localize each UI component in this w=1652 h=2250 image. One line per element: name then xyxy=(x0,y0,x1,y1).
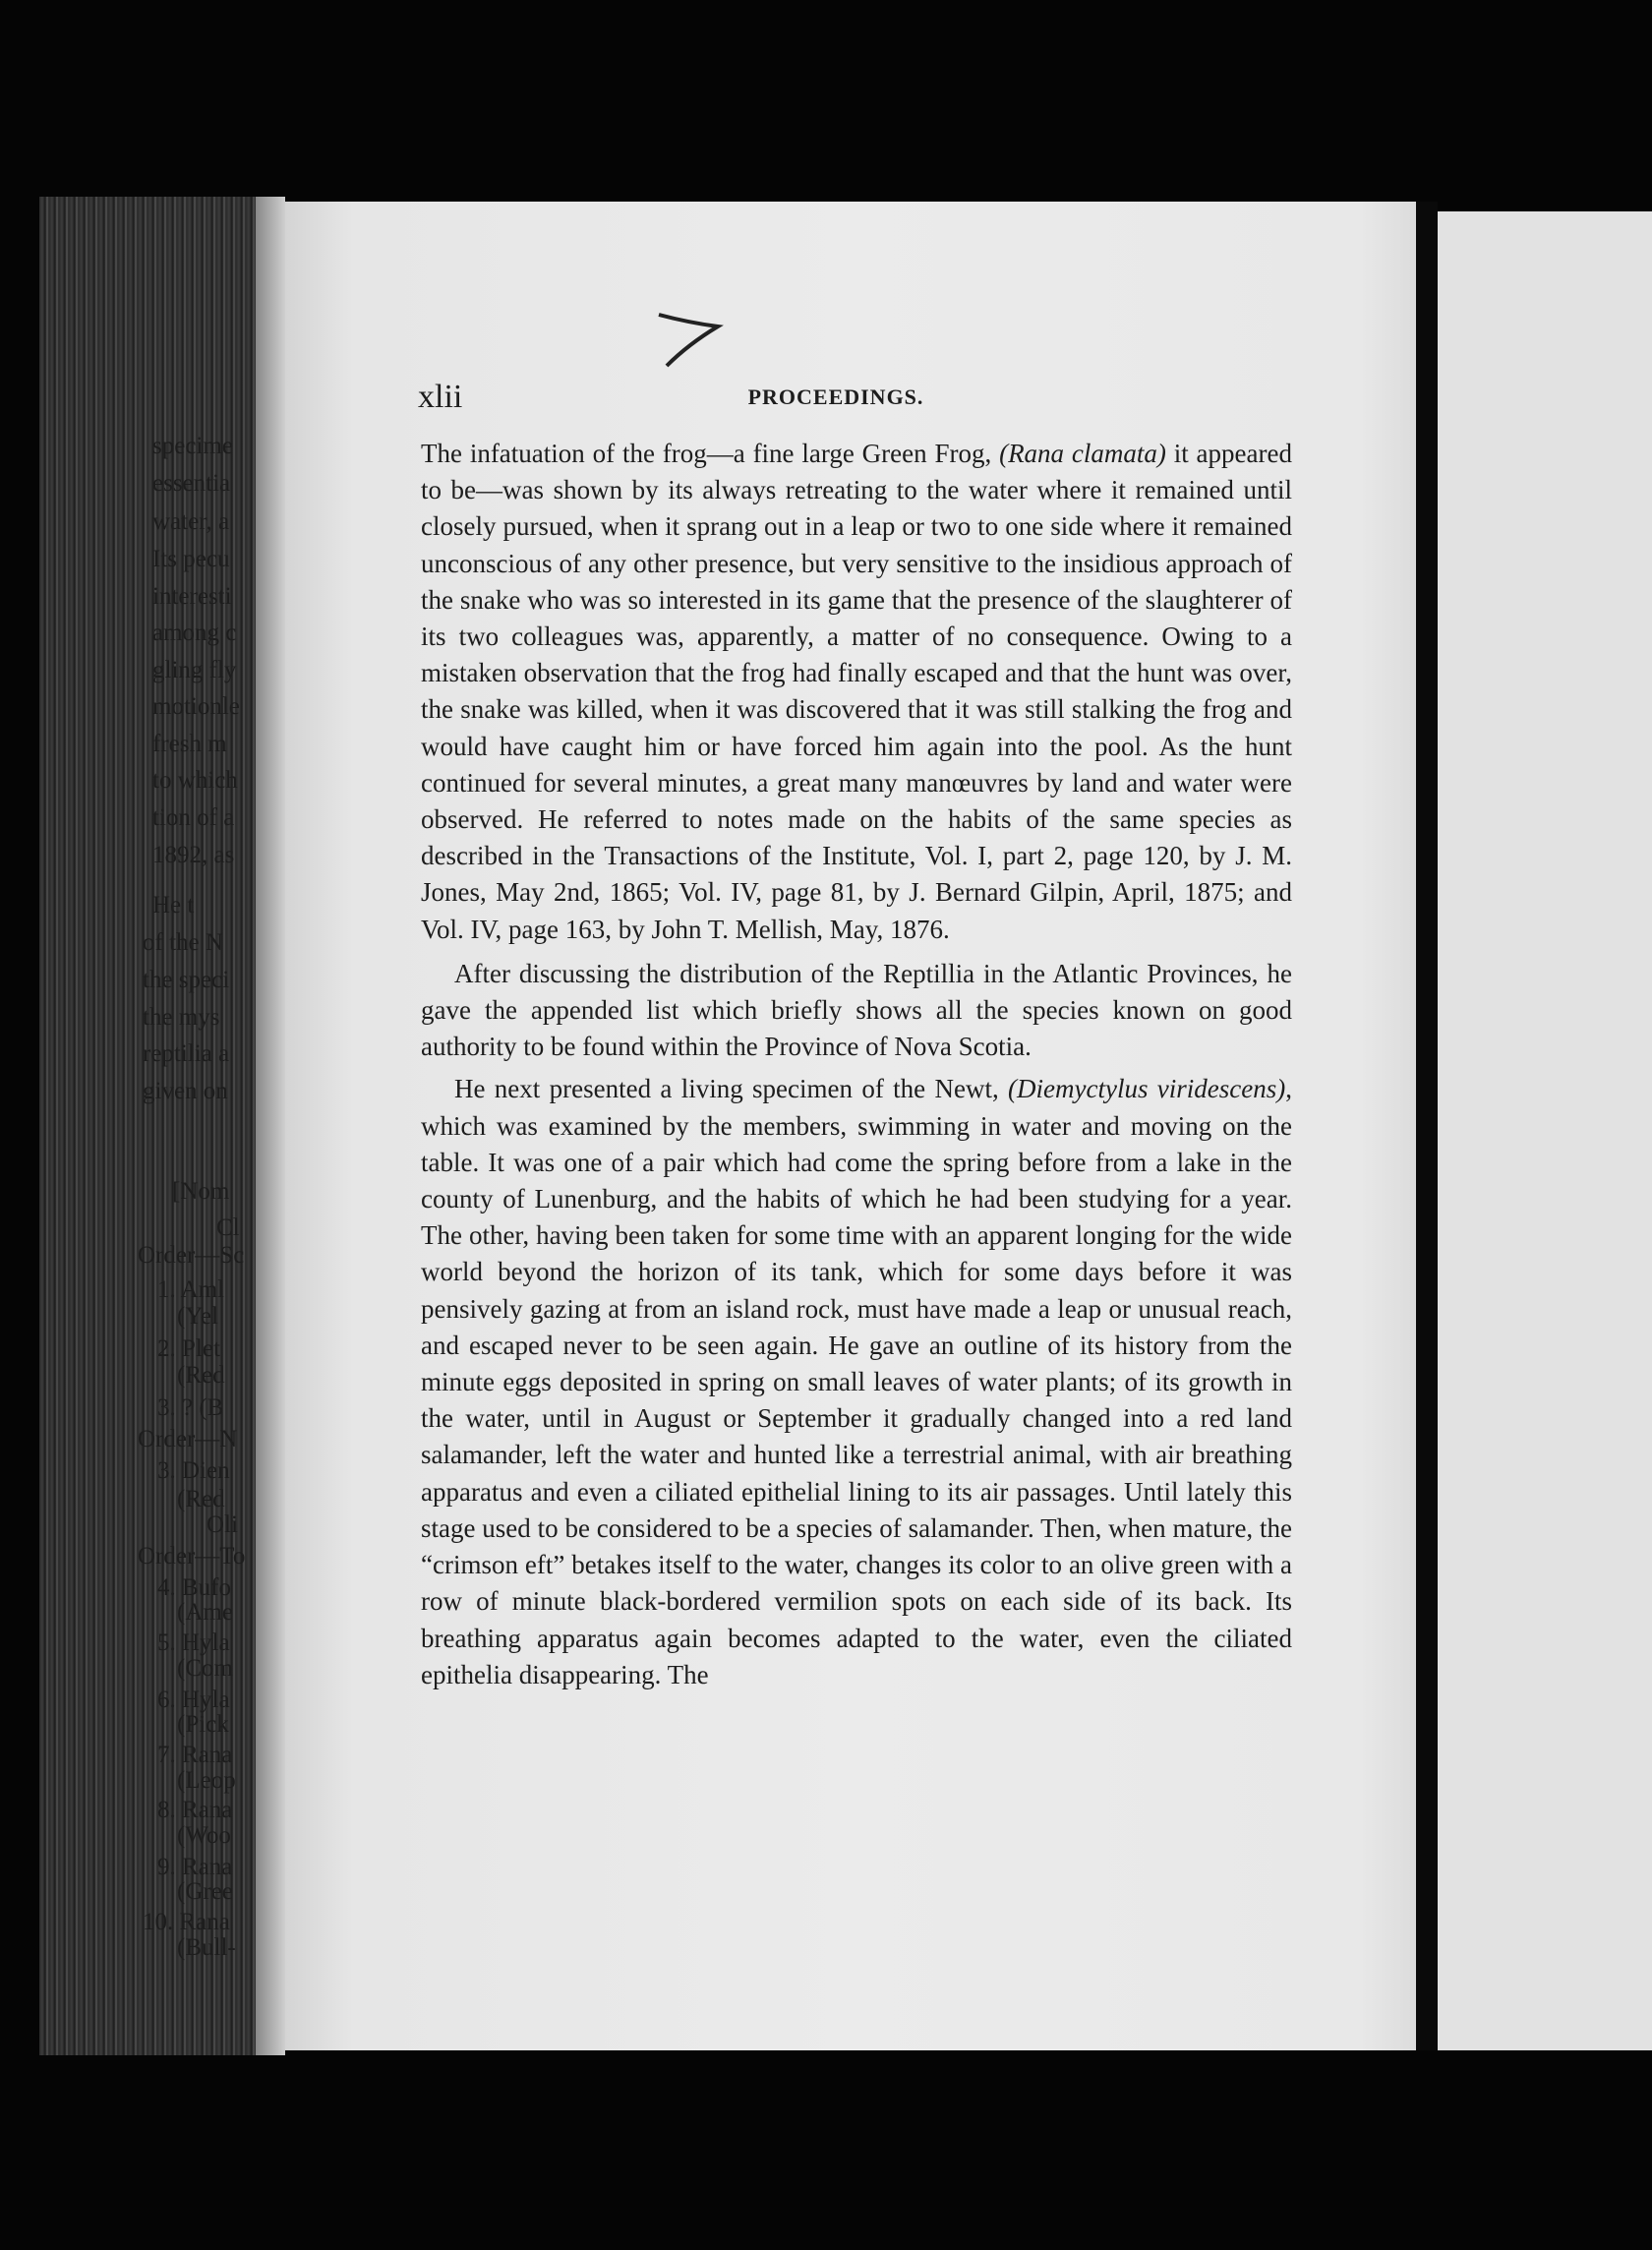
right-page-line: fresh m xyxy=(152,731,227,757)
right-page-line: Cl xyxy=(216,1214,240,1241)
right-page-line: (Com xyxy=(177,1655,233,1682)
right-page-line: tion of a xyxy=(152,804,235,831)
right-page-line: 5. Hyla xyxy=(157,1629,230,1656)
page-header xyxy=(418,379,1254,418)
right-page-line: given on xyxy=(143,1078,228,1104)
right-page-line: 4. Bufo xyxy=(157,1574,231,1601)
right-page-line: 9. Rana xyxy=(157,1854,233,1880)
right-page-line: (Gree xyxy=(177,1878,233,1905)
right-page-line: (Red xyxy=(177,1362,225,1389)
right-page-line: Order—To xyxy=(138,1543,246,1569)
right-page-line: 2. Plet xyxy=(157,1335,220,1362)
right-page-line: (Red xyxy=(177,1486,225,1512)
right-page-line: Order—N xyxy=(138,1426,238,1452)
right-page-line: among c xyxy=(152,620,237,646)
right-page-line: (Pick xyxy=(177,1711,229,1738)
book-gutter xyxy=(1416,202,1438,2050)
right-page-line: 7. Rana xyxy=(157,1742,233,1768)
right-page-line: (Ame xyxy=(177,1599,233,1626)
right-page-line: motionle xyxy=(152,693,240,720)
right-page-line: 1892, as xyxy=(152,842,235,868)
right-page-line: 3. Dien xyxy=(157,1457,230,1484)
right-page-line: (Yel xyxy=(177,1303,218,1330)
right-page-line: He t xyxy=(152,892,195,918)
right-page-line: reptilia a xyxy=(143,1040,230,1067)
left-page xyxy=(285,202,1416,2050)
right-page-line: Its pecu xyxy=(152,546,230,572)
right-page-line: 3. ? (B xyxy=(157,1394,224,1421)
right-page-line: 8. Rana xyxy=(157,1797,233,1823)
paragraph-newt: He next presented a living specimen of the Newt, (Diemyctylus viridescens), which was examined by the members, swimming in water and moving on the table. It was one of a pair which had come the spring before from a lake in the county of Lunenburg, and the habits of which he had been studying for a year. The other, having been taken for some time with an apparent longing for the wide world beyond the horizon of its tank, which for some days before it was pensively gazing at from an island rock, must have made a leap or unusual reach, and escaped never to be seen again. He gave an outline of its history from the minute eggs deposited in spring on small leaves of water plants; of its growth in the water, until in August or September it gradually changed into a red land salamander, left the water and hunted like a terrestrial animal, with air breathing apparatus and even a ciliated epithelial lining to its air passages. Until lately this stage used to be considered to be a species of salamander. Then, when mature, the “crimson eft” betakes itself to the water, changes its color to an olive green with a row of minute black-bordered vermilion spots on each side of its back. Its breathing apparatus again becomes adapted to the water, even the ciliated epithelia disappearing. The xyxy=(421,1074,1292,1689)
running-head: PROCEEDINGS. xyxy=(747,385,924,409)
right-page-line: (Leop xyxy=(177,1767,236,1794)
page-number: xlii xyxy=(418,379,463,415)
right-page-line: 6. Hyla xyxy=(157,1687,230,1713)
right-page-line: 10. Rana xyxy=(143,1909,230,1935)
right-page-line: the speci xyxy=(143,967,230,993)
pen-mark-icon xyxy=(649,305,728,374)
right-page-line: gling fly xyxy=(152,657,237,683)
right-page-line: interesti xyxy=(152,583,232,610)
right-page-line: (Bull- xyxy=(177,1934,236,1961)
paragraph-frog: The infatuation of the frog—a fine large Green Frog, (Rana clamata) it appeared to be—was shown by its always retreating to the water where it remained until closely pursued, when it sprang out in a leap or two to one side where it remained unconscious of any other presence, but very sensitive to the insidious approach of the snake who was so interested in its game that the presence of the slaughterer of its two colleagues was, apparently, a matter of no consequence. Owing to a mistaken observation that the frog had finally escaped and that the hunt was over, the snake was killed, when it was discovered that it was still stalking the frog and would have caught him or have forced him again into the pool. As the hunt continued for several minutes, a great many manœuvres by land and water were observed. He referred to notes made on the habits of the same species as described in the Transactions of the Institute, Vol. I, part 2, page 120, by J. M. Jones, May 2nd, 1865; Vol. IV, page 81, by J. Bernard Gilpin, April, 1875; and Vol. IV, page 163, by John T. Mellish, May, 1876. xyxy=(421,439,1292,944)
body-text xyxy=(421,436,1292,1693)
right-page-line: specime xyxy=(152,433,233,459)
right-page-line: [Nom xyxy=(172,1178,230,1205)
right-page-line: essentia xyxy=(152,470,231,497)
right-page-line: Oli xyxy=(206,1511,238,1538)
right-page-line: water, a xyxy=(152,508,230,535)
right-page-line: the mys xyxy=(143,1004,220,1031)
right-page-line: 1. Aml xyxy=(157,1276,225,1303)
right-page-line: (Woo xyxy=(177,1822,231,1849)
right-page-line: to which xyxy=(152,767,238,794)
paragraph-reptillia: After discussing the distribution of the Reptillia in the Atlantic Provinces, he gave the appended list which briefly shows all the species known on good authority to be found within the Province of Nova Scotia. xyxy=(421,958,1292,1062)
right-page-line: Order—Sc xyxy=(138,1242,245,1269)
right-page-line: of the N xyxy=(143,929,223,956)
